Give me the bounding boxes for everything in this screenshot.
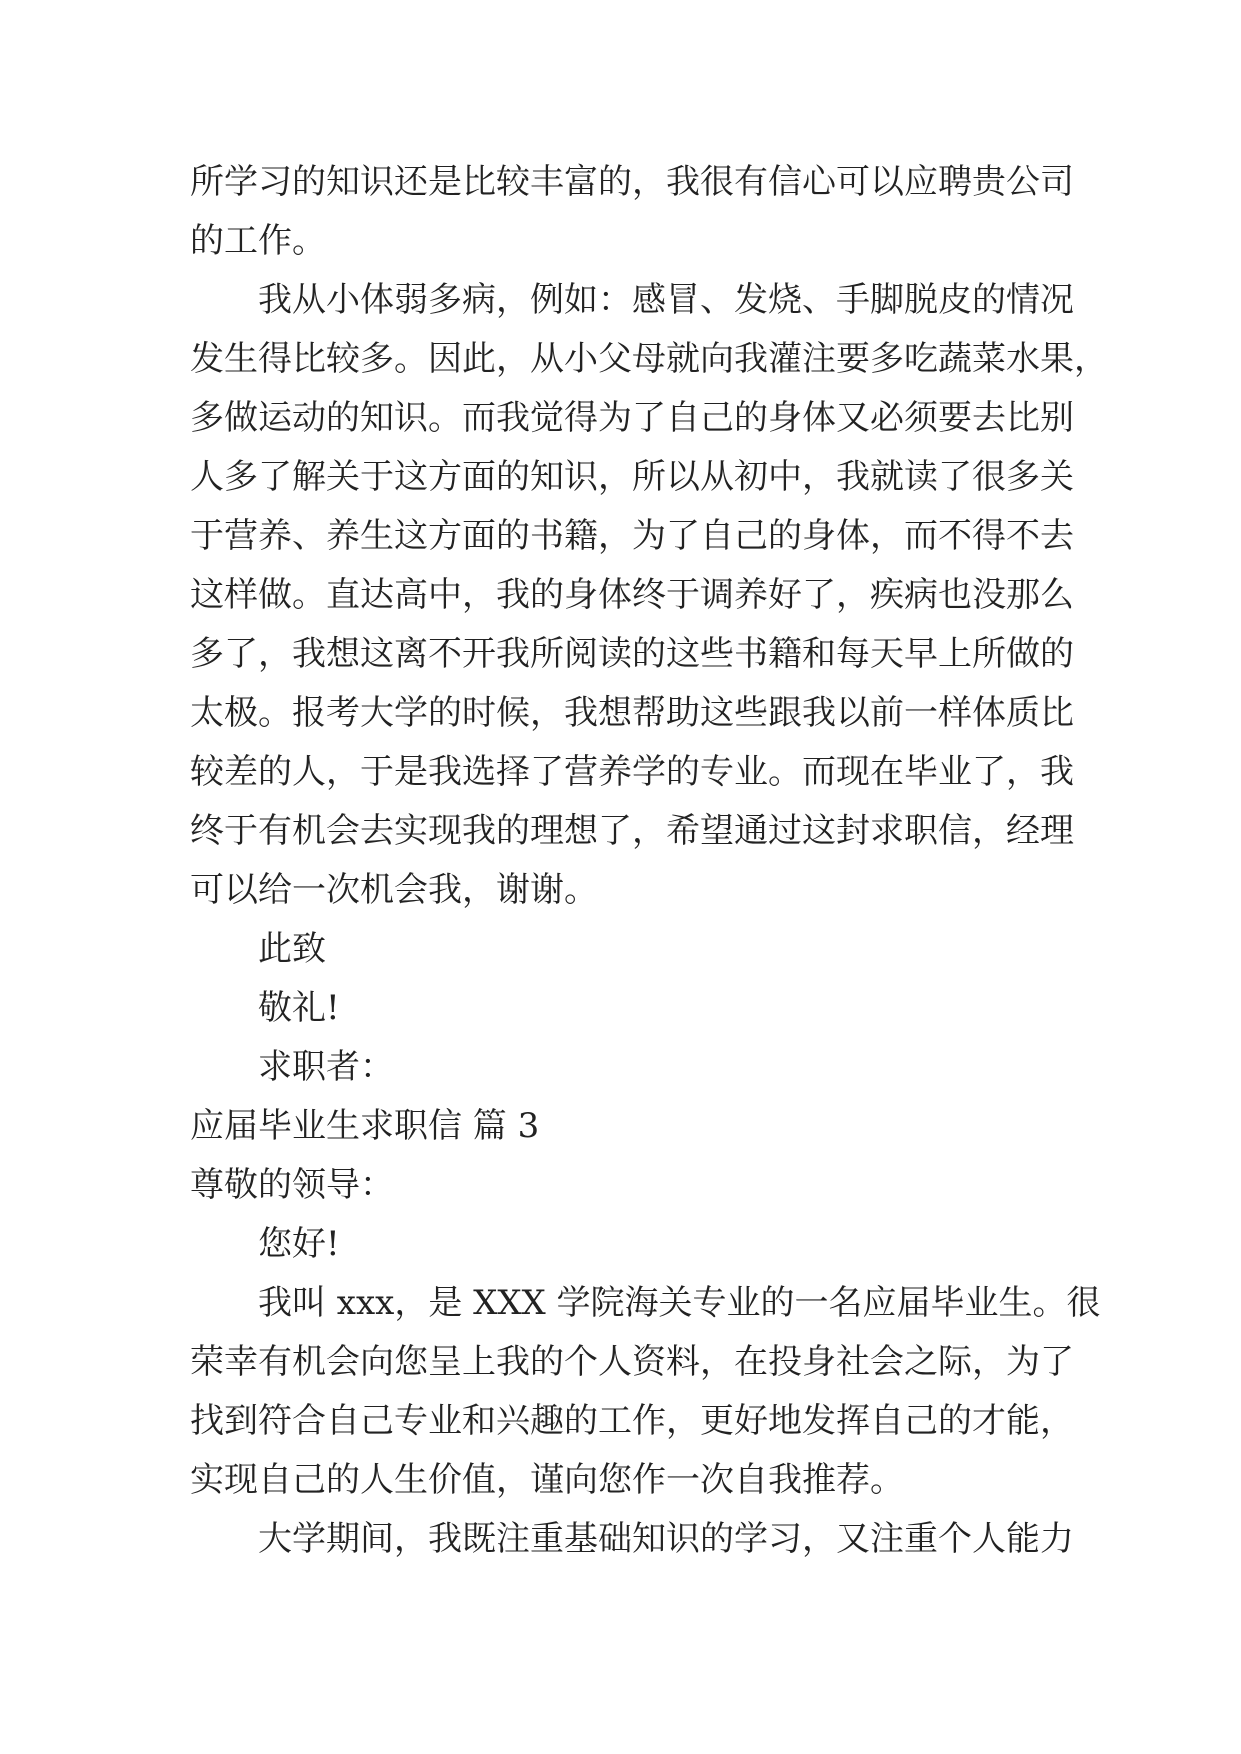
paragraph-line: 这样做。直达高中，我的身体终于调养好了，疾病也没那么 (190, 575, 1074, 615)
closing-regards: 敬礼! (258, 988, 340, 1028)
paragraph-line: 所学习的知识还是比较丰富的，我很有信心可以应聘贵公司 (190, 162, 1074, 202)
paragraph-line: 终于有机会去实现我的理想了，希望通过这封求职信，经理 (190, 811, 1074, 851)
document-body (190, 153, 1108, 1569)
paragraph-line: 可以给一次机会我，谢谢。 (190, 870, 598, 910)
section-heading: 应届毕业生求职信 篇 3 (190, 1106, 540, 1146)
paragraph-line: 找到符合自己专业和兴趣的工作，更好地发挥自己的才能， (190, 1401, 1074, 1441)
paragraph-line: 人多了解关于这方面的知识，所以从初中，我就读了很多关 (190, 457, 1074, 497)
paragraph-line: 于营养、养生这方面的书籍，为了自己的身体，而不得不去 (190, 516, 1074, 556)
letter-salutation: 尊敬的领导： (190, 1165, 394, 1205)
signature-label: 求职者： (258, 1047, 394, 1087)
paragraph-line: 我从小体弱多病，例如：感冒、发烧、手脚脱皮的情况 (258, 280, 1074, 320)
paragraph-line: 发生得比较多。因此，从小父母就向我灌注要多吃蔬菜水果， (190, 339, 1108, 379)
paragraph-line: 我叫 xxx，是 XXX 学院海关专业的一名应届毕业生。很 (258, 1283, 1101, 1323)
closing-salutation: 此致 (258, 929, 326, 969)
paragraph-line: 多了，我想这离不开我所阅读的这些书籍和每天早上所做的 (190, 634, 1074, 674)
paragraph-line: 荣幸有机会向您呈上我的个人资料，在投身社会之际，为了 (190, 1342, 1074, 1382)
paragraph-line: 太极。报考大学的时候，我想帮助这些跟我以前一样体质比 (190, 693, 1074, 733)
paragraph-line: 大学期间，我既注重基础知识的学习，又注重个人能力 (258, 1519, 1074, 1559)
paragraph-line: 实现自己的人生价值，谨向您作一次自我推荐。 (190, 1460, 904, 1500)
paragraph-line: 的工作。 (190, 221, 326, 261)
paragraph-line: 较差的人，于是我选择了营养学的专业。而现在毕业了，我 (190, 752, 1074, 792)
greeting: 您好! (258, 1224, 340, 1264)
paragraph-line: 多做运动的知识。而我觉得为了自己的身体又必须要去比别 (190, 398, 1074, 438)
